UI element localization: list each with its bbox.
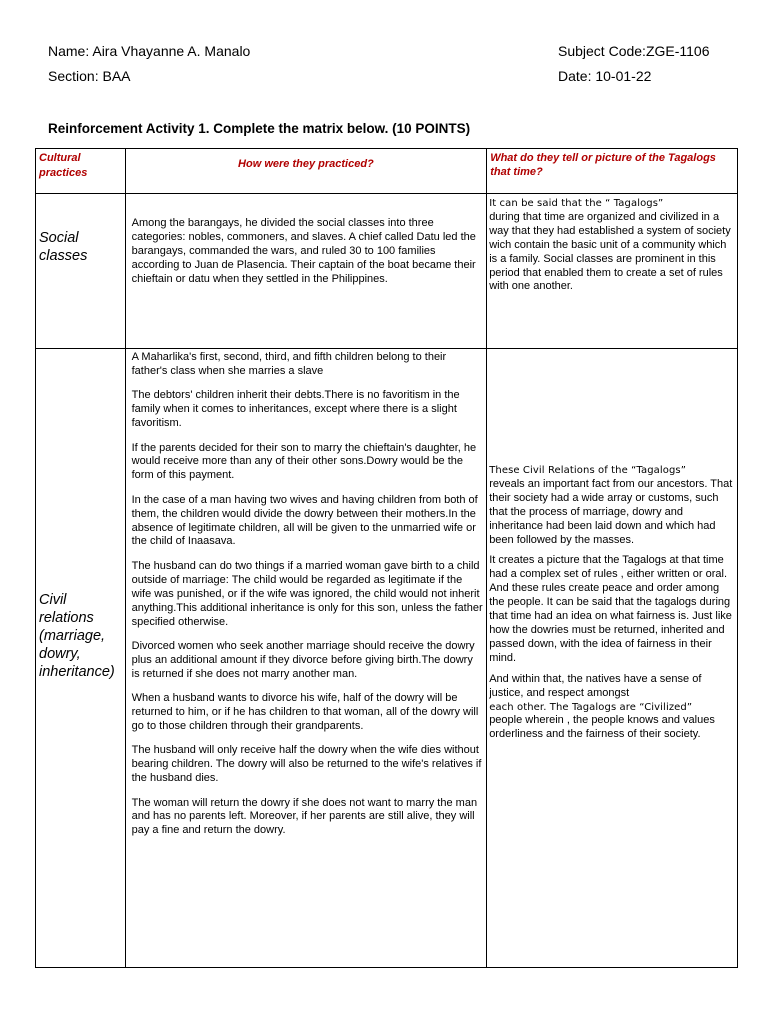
tell-paragraph: It creates a picture that the Tagalogs at that time had a complex set of rules , either written or oral. And these rules create peace and order among the people. It can be said that the tagalogs during that time had an idea on what fairness is. Just like how the dowries must be returned, inherited and passed down, with the idea of fairness in their mind. — [489, 554, 732, 664]
practiced-cell — [125, 349, 487, 968]
tell-body: reveals an important fact from our ancestors. That their society had a wide array or customs, such that the process of marriage, dowry and inheritance had been laid down and which had been followed by the masses. — [489, 477, 733, 546]
tell-paragraph — [487, 197, 737, 294]
practiced-paragraph: A Maharlika's first, second, third, and fifth children belong to their father's class when she marries a slave — [131, 351, 447, 377]
tell-cell — [487, 349, 738, 968]
practiced-paragraph: Divorced women who seek another marriage should receive the dowry plus an additional amount if they divorce before giving birth.The dowry is returned if she does not marry another man. — [131, 639, 475, 680]
practiced-paragraph: The woman will return the dowry if she does not want to marry the man and has no parents left. Moreover, if her parents are still alive, they will pay a fine and return the dowry. — [131, 796, 478, 837]
tell-body: during that time are organized and civilized in a way that they had established a system of society wich contain the basic unit of a community which is a family. Social classes are prominent in this period that enabled them to create a set of rules with one another. — [489, 210, 731, 293]
practiced-cell — [125, 194, 487, 349]
column-header-cultural-practices: Cultural practices — [36, 149, 126, 194]
practiced-paragraph: In the case of a man having two wives and having children from both of them, the children would divide the dowry between their mothers.In the absence of legitimate children, all will be given to the unmarried wife or the child of Inaasava. — [131, 493, 478, 548]
row-label-cell — [36, 194, 126, 349]
activity-title: Reinforcement Activity 1. Complete the matrix below. (10 POINTS) — [48, 121, 471, 136]
practiced-paragraph: If the parents decided for their son to marry the chieftain's daughter, he would receive more than any of their other sons.Dowry would be the form of this payment. — [131, 441, 477, 482]
table-row-social-classes — [36, 194, 738, 349]
row-label-cell — [36, 349, 126, 968]
student-name: Name: Aira Vhayanne A. Manalo — [48, 43, 251, 59]
tell-lead: It can be said that the “ Tagalogs” — [489, 198, 664, 209]
subject-code: Subject Code:ZGE-1106 — [558, 43, 710, 59]
column-header-how-practiced: How were they practiced? — [125, 149, 487, 194]
practiced-paragraph: The husband will only receive half the dowry when the wife dies without bearing children. The dowry will also be returned to the wife's relatives if the husband dies. — [131, 744, 482, 785]
tell-emphasis: each other. The Tagalogs are “Civilized” — [489, 701, 693, 713]
practiced-paragraph: Among the barangays, he divided the social classes into three categories: nobles, commoners, and slaves. A chief called Datu led the barangays, commanded the wars, and ruled 30 to 100 families according to Juan de Plasencia. Their captain of the boat became their chieftain or datu when they settled in the Philippines. — [131, 217, 476, 285]
tell-paragraph — [487, 673, 737, 743]
practiced-paragraph: The debtors' children inherit their debts.There is no favoritism in the family when it comes to inheritances, except where there is a slight favoritism. — [131, 389, 460, 430]
tell-body: And within that, the natives have a sense of justice, and respect amongst — [489, 672, 702, 699]
tell-cell — [487, 194, 738, 349]
table-row-civil-relations — [36, 349, 738, 968]
matrix-table — [35, 148, 738, 968]
row-label: Civil relations (marriage, dowry, inheritance) — [39, 592, 115, 680]
row-label: Social classes — [39, 230, 88, 264]
header-row — [36, 149, 738, 194]
section: Section: BAA — [48, 68, 131, 84]
tell-body: people wherein , the people knows and values orderliness and the fairness of their society. — [489, 714, 715, 741]
tell-paragraph — [487, 464, 737, 547]
practiced-paragraph: The husband can do two things if a married woman gave birth to a child outside of marriage: The child would be regarded as legitimate if the wife was punished, or if the wife was ignored, the child would not inherit anything.This additional inheritance is only for this son, unless the father specified otherwise. — [131, 559, 483, 628]
practiced-paragraph: When a husband wants to divorce his wife, half of the dowry will be returned to him, or if he has children to that woman, all of the dowry will go to those children through their grandparents. — [131, 692, 479, 732]
column-header-what-tell: What do they tell or picture of the Tagalogs that time? — [487, 149, 738, 194]
tell-lead: These Civil Relations of the “Tagalogs” — [489, 465, 687, 476]
date: Date: 10-01-22 — [558, 68, 652, 84]
